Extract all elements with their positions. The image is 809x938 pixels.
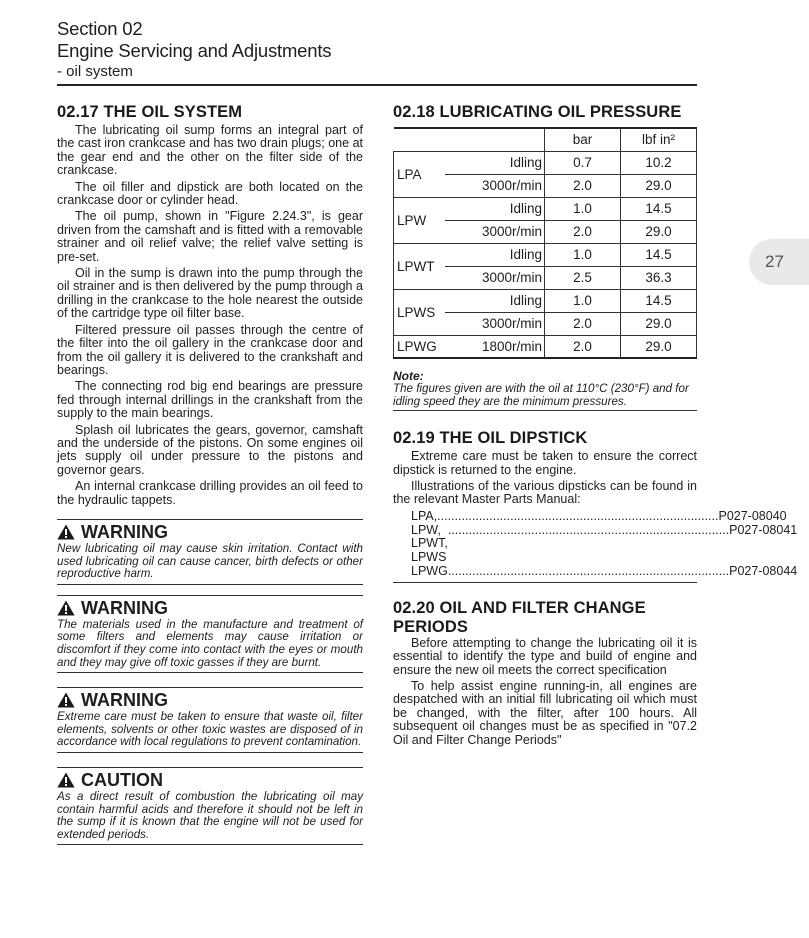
divider — [393, 582, 697, 583]
dipstick-heading: 02.19 THE OIL DIPSTICK — [393, 429, 588, 448]
condition-cell: 3000r/min — [445, 266, 545, 289]
section-label: Section 02 — [57, 18, 143, 39]
paragraph: Splash oil lubricates the gears, governor, camshaft and the underside of the pistons. On some engines oil jets supply oil under pressure to the pistons and governor gears. — [57, 422, 363, 477]
model-cell: LPWT — [394, 243, 445, 289]
condition-cell: 3000r/min — [445, 220, 545, 243]
table-row — [394, 335, 697, 358]
table-row — [394, 289, 697, 312]
caution-text: As a direct result of combustion the lubricating oil may contain harmful acids and therefore it should not be left in the sump if it is known that the engine will not be used for extended periods. — [57, 789, 363, 841]
warning-triangle-icon — [57, 692, 75, 708]
warning-triangle-icon — [57, 524, 75, 540]
warning-text: New lubricating oil may cause skin irritation. Contact with used lubricating oil can cause cancer, birth defects or other reproductive harm. — [57, 541, 363, 581]
bar-cell: 1.0 — [545, 289, 621, 312]
divider — [393, 410, 697, 411]
condition-cell: Idling — [445, 289, 545, 312]
table-row — [394, 243, 697, 266]
warning-triangle-icon — [57, 600, 75, 616]
dipstick-section — [393, 429, 798, 583]
paragraph: The oil filler and dipstick are both located on the crankcase door or cylinder head. — [57, 179, 363, 208]
lbf-cell: 14.5 — [621, 243, 697, 266]
column-header-bar: bar — [545, 128, 621, 151]
bar-cell: 2.0 — [545, 220, 621, 243]
lbf-cell: 29.0 — [621, 312, 697, 335]
warning-label: WARNING — [81, 597, 168, 618]
caution-box — [57, 767, 363, 845]
bar-cell: 2.0 — [545, 335, 621, 358]
condition-cell: Idling — [445, 197, 545, 220]
paragraph: Filtered pressure oil passes through the centre of the filter into the oil gallery in the crankcase door and from the oil gallery it is delivered to the crankshaft and bearings. — [57, 322, 363, 377]
page-header — [57, 18, 697, 81]
lbf-cell: 29.0 — [621, 220, 697, 243]
part-code: P027-08040 — [718, 508, 787, 523]
bar-cell: 0.7 — [545, 151, 621, 174]
part-code: P027-08041 — [729, 522, 798, 537]
paragraph: The oil pump, shown in "Figure 2.24.3", is gear driven from the camshaft and is fitted with a removable strainer and oil relief valve; the relief valve setting is pre-set. — [57, 209, 363, 264]
divider — [57, 584, 363, 585]
table-row — [394, 151, 697, 174]
paragraph: Illustrations of the various dipsticks can be found in the relevant Master Parts Manual: — [393, 479, 697, 507]
page-number: 27 — [765, 252, 784, 271]
list-item — [411, 522, 798, 565]
part-label: LPA, — [411, 508, 438, 523]
lbf-cell: 14.5 — [621, 289, 697, 312]
column-header-lbf: lbf in² — [621, 128, 697, 151]
condition-cell: 3000r/min — [445, 312, 545, 335]
heading-line: 02.20 OIL AND FILTER CHANGE — [393, 598, 646, 617]
warning-title — [57, 597, 363, 619]
oil-pressure-heading: 02.18 LUBRICATING OIL PRESSURE — [393, 103, 682, 121]
caution-title — [57, 769, 363, 791]
paragraph: The connecting rod big end bearings are pressure fed through internal drillings in the crankshaft from the supply to the main bearings. — [57, 379, 363, 421]
caution-label: CAUTION — [81, 769, 163, 790]
paragraph: To help assist engine running-in, all engines are despatched with an initial fill lubricating oil which must be changed, with the filter, after 100 hours. All subsequent oil changes must be as specified in "07.2 Oil and Filter Change Periods" — [393, 679, 697, 747]
dipstick-parts-list — [393, 508, 798, 579]
condition-cell: Idling — [445, 243, 545, 266]
paragraph: Extreme care must be taken to ensure the correct dipstick is returned to the engine. — [393, 449, 697, 477]
model-cell: LPWG — [394, 335, 445, 358]
oil-pressure-table — [393, 127, 697, 359]
lbf-cell: 36.3 — [621, 266, 697, 289]
page-title: Engine Servicing and Adjustments — [57, 40, 332, 61]
oil-change-section — [393, 599, 697, 747]
lbf-cell: 29.0 — [621, 174, 697, 197]
oil-change-heading — [393, 599, 697, 637]
divider — [57, 595, 363, 596]
condition-cell: 1800r/min — [445, 335, 545, 358]
condition-cell: Idling — [445, 151, 545, 174]
warning-box — [57, 687, 363, 753]
warning-box — [57, 519, 363, 585]
lbf-cell: 29.0 — [621, 335, 697, 358]
bar-cell: 1.0 — [545, 197, 621, 220]
lbf-cell: 14.5 — [621, 197, 697, 220]
bar-cell: 2.5 — [545, 266, 621, 289]
warning-label: WARNING — [81, 521, 168, 542]
model-cell: LPA — [394, 151, 445, 197]
divider — [57, 672, 363, 673]
warning-text: The materials used in the manufacture and treatment of some filters and elements may cause irritation or discomfort if they come into contact with the eyes or mouth and they may give off toxic gasses if they are burnt. — [57, 617, 363, 669]
part-label: LPW, LPWT, LPWS — [411, 522, 448, 565]
model-cell: LPWS — [394, 289, 445, 335]
paragraph: An internal crankcase drilling provides an oil feed to the hydraulic tappets. — [57, 479, 363, 507]
header-divider — [57, 84, 697, 86]
warning-title — [57, 689, 363, 711]
warning-box — [57, 595, 363, 673]
divider — [57, 687, 363, 688]
divider — [57, 519, 363, 520]
leader-dots: ................................................................................. — [447, 522, 730, 537]
right-column — [393, 103, 798, 750]
heading-line: PERIODS — [393, 617, 468, 636]
divider — [57, 752, 363, 753]
divider — [57, 767, 363, 768]
part-label: LPWG — [411, 564, 448, 578]
warning-triangle-icon — [57, 772, 75, 788]
note-text: The figures given are with the oil at 110°C (230°F) and for idling speed they are the minimum pressures. — [393, 382, 689, 408]
paragraph: Oil in the sump is drawn into the pump through the oil strainer and is then delivered by the pump through a drilling in the crankcase to the hole nearest the outside of the cartridge type oil filter base. — [57, 266, 363, 321]
condition-cell: 3000r/min — [445, 174, 545, 197]
model-cell: LPW — [394, 197, 445, 243]
leader-dots: ................................................................................. — [437, 508, 719, 523]
bar-cell: 2.0 — [545, 312, 621, 335]
warning-title — [57, 521, 363, 543]
table-header-row — [394, 128, 697, 151]
list-item — [411, 564, 798, 579]
oil-system-heading: 02.17 THE OIL SYSTEM — [57, 103, 243, 121]
divider — [57, 844, 363, 845]
warning-text: Extreme care must be taken to ensure that waste oil, filter elements, solvents or other toxic wastes are disposed of in accordance with local regulations to prevent contamination. — [57, 710, 363, 749]
leader-dots: ................................................................................. — [447, 564, 730, 578]
warning-label: WARNING — [81, 690, 168, 711]
list-item — [411, 508, 787, 524]
bar-cell: 1.0 — [545, 243, 621, 266]
paragraph: Before attempting to change the lubricating oil it is essential to identify the type and build of engine and ensure the new oil meets the correct specification — [393, 635, 697, 677]
page-number-tab — [749, 239, 809, 285]
part-code: P027-08044 — [729, 564, 798, 578]
bar-cell: 2.0 — [545, 174, 621, 197]
paragraph: The lubricating oil sump forms an integral part of the cast iron crankcase and has two drain plugs; one at the gear end and the other on the filter side of the crankcase. — [57, 123, 363, 178]
table-row — [394, 197, 697, 220]
note-label: Note: — [393, 369, 424, 383]
lbf-cell: 10.2 — [621, 151, 697, 174]
left-column — [57, 103, 363, 845]
page-subtitle: - oil system — [57, 63, 133, 80]
